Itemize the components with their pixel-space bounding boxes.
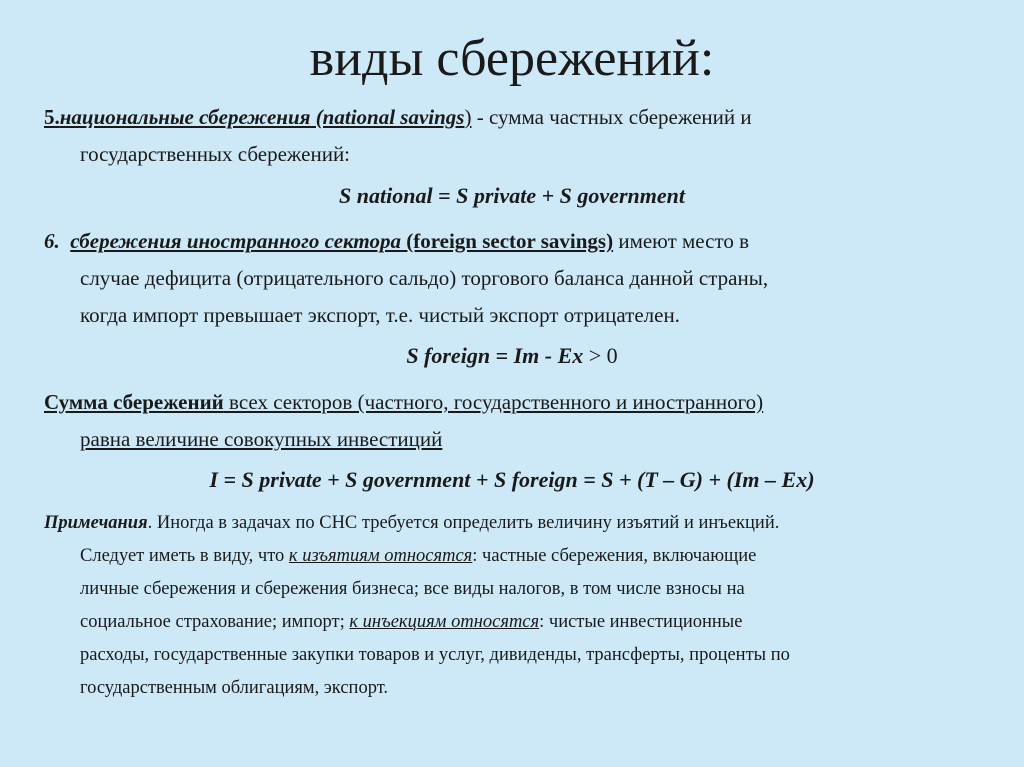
notes-line-4 — [80, 610, 742, 634]
item-5-description-2: государственных сбережений: — [80, 142, 351, 166]
formula-national: S national = S private + S government — [339, 183, 685, 208]
item-5-number: 5. — [44, 105, 60, 129]
notes-line-6: государственным облигациям, экспорт. — [80, 678, 389, 698]
item-5-term: национальные сбережения (national savings — [59, 105, 465, 129]
item-5-term-close: ) — [464, 105, 472, 129]
notes-line-5: расходы, государственные закупки товаров и услуг, дивиденды, трансферты, проценты по — [80, 645, 790, 665]
sum-text-2 — [80, 426, 442, 452]
notes-line-4-a: социальное страхование; импорт; — [80, 612, 350, 632]
item-6-term: сбережения иностранного сектора — [70, 229, 401, 253]
notes-withdrawals-term: к изъятиям относятся — [288, 546, 473, 566]
notes-line-1-text: . Иногда в задачах по СНС требуется определить величину изъятий и инъекций. — [147, 513, 780, 533]
formula-foreign: S foreign = Im - Ex — [406, 343, 584, 368]
item-6-term-en: (foreign sector savings) — [400, 229, 614, 253]
sum-line-1 — [44, 389, 763, 415]
sum-term: Сумма сбережений — [44, 390, 224, 414]
notes-injections-term: к инъекциям относятся — [349, 612, 540, 632]
notes-line-2-b: : частные сбережения, включающие — [472, 546, 757, 566]
item-6-number: 6. — [44, 229, 60, 253]
notes-line-3: личные сбережения и сбережения бизнеса; все виды налогов, в том числе взносы на — [80, 579, 745, 599]
item-6-description-1: имеют место в — [613, 229, 750, 253]
item-5-description-1: сумма частных сбережений и — [488, 105, 752, 129]
item-5-line-1 — [44, 104, 752, 130]
notes-line-2-a: Следует иметь в виду, что — [80, 546, 289, 566]
sum-text-1: всех секторов (частного, государственного и иностранного) — [223, 390, 764, 414]
notes-label: Примечания — [44, 513, 148, 533]
notes-line-2 — [80, 544, 756, 568]
notes-line-1 — [44, 511, 779, 535]
formula-total: I = S private + S government + S foreign = S + (T – G) + (Im – Ex) — [209, 467, 815, 492]
item-6-description-3: когда импорт превышает экспорт, т.е. чистый экспорт отрицателен. — [80, 303, 680, 327]
item-6-description-2: случае дефицита (отрицательного сальдо) торгового баланса данной страны, — [80, 266, 769, 290]
slide-title: виды сбережений: — [309, 30, 715, 87]
formula-foreign-tail: > 0 — [583, 343, 618, 368]
sum-text-2-content: равна величине совокупных инвестиций — [80, 427, 443, 451]
item-5-dash: - — [471, 105, 489, 129]
item-6-line-1 — [44, 228, 749, 254]
formula-foreign-row — [0, 343, 1024, 369]
notes-line-4-b: : чистые инвестиционные — [539, 612, 743, 632]
